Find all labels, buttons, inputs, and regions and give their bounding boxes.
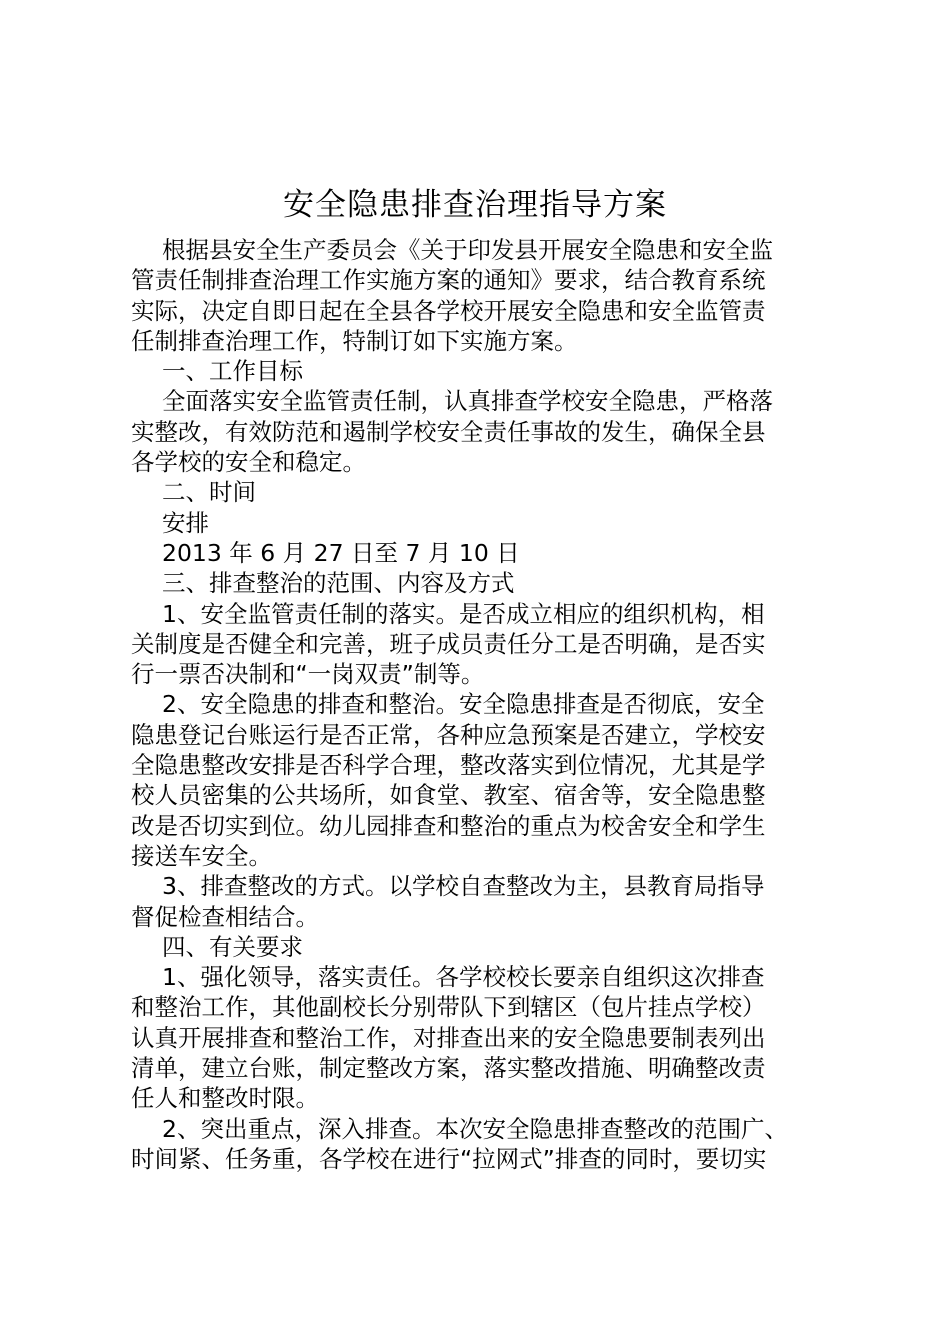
heading-scope: 三、排查整治的范围、内容及方式 bbox=[162, 569, 515, 598]
paragraph-requirement-2: 2、突出重点，深入排查。本次安全隐患排查整改的范围广、 时间紧、任务重，各学校在进行“拉网式”排查的同时，要切实 bbox=[131, 1114, 788, 1173]
document-title: 安全隐患排查治理指导方案 bbox=[283, 187, 667, 223]
paragraph-requirement-1: 1、强化领导，落实责任。各学校校长要亲自组织这次排查 和整治工作，其他副校长分别带队下到辖区（包片挂点学校） 认真开展排查和整治工作，对排查出来的安全隐患要制表列出 清单，建立台账，制定整改方案，落实整改措施、明确整改责 任人和整改时限。 bbox=[131, 963, 766, 1113]
paragraph-scope-1: 1、安全监管责任制的落实。是否成立相应的组织机构，相 关制度是否健全和完善，班子成员责任分工是否明确，是否实 行一票否决制和“一岗双责”制等。 bbox=[131, 599, 766, 689]
paragraph-scope-2: 2、安全隐患的排查和整治。安全隐患排查是否彻底，安全 隐患登记台账运行是否正常，各种应急预案是否建立，学校安 全隐患整改安排是否科学合理，整改落实到位情况，尤其是学 校人员密集的公共场所，如食堂、教室、宿舍等，安全隐患整 改是否切实到位。幼儿园排查和整治的重点为校舍安全和学生 接送车安全。 bbox=[131, 690, 766, 870]
paragraph-scope-3: 3、排查整改的方式。以学校自查整改为主，县教育局指导 督促检查相结合。 bbox=[131, 872, 765, 931]
paragraph-work-goal: 全面落实安全监管责任制，认真排查学校安全隐患，严格落 实整改，有效防范和遏制学校安全责任事故的发生，确保全县 各学校的安全和稳定。 bbox=[131, 387, 773, 477]
paragraph-intro: 根据县安全生产委员会《关于印发县开展安全隐患和安全监 管责任制排查治理工作实施方案的通知》要求，结合教育系统 实际，决定自即日起在全县各学校开展安全隐患和安全监管责 任制排查治理工作，特制订如下实施方案。 bbox=[131, 236, 773, 355]
document-body bbox=[131, 235, 831, 1174]
heading-work-goal: 一、工作目标 bbox=[162, 357, 303, 386]
paragraph-date-range: 2013 年 6 月 27 日至 7 月 10 日 bbox=[162, 538, 520, 567]
heading-time: 二、时间 bbox=[162, 478, 256, 507]
heading-requirements: 四、有关要求 bbox=[162, 932, 303, 961]
paragraph-arrangement: 安排 bbox=[162, 508, 209, 537]
